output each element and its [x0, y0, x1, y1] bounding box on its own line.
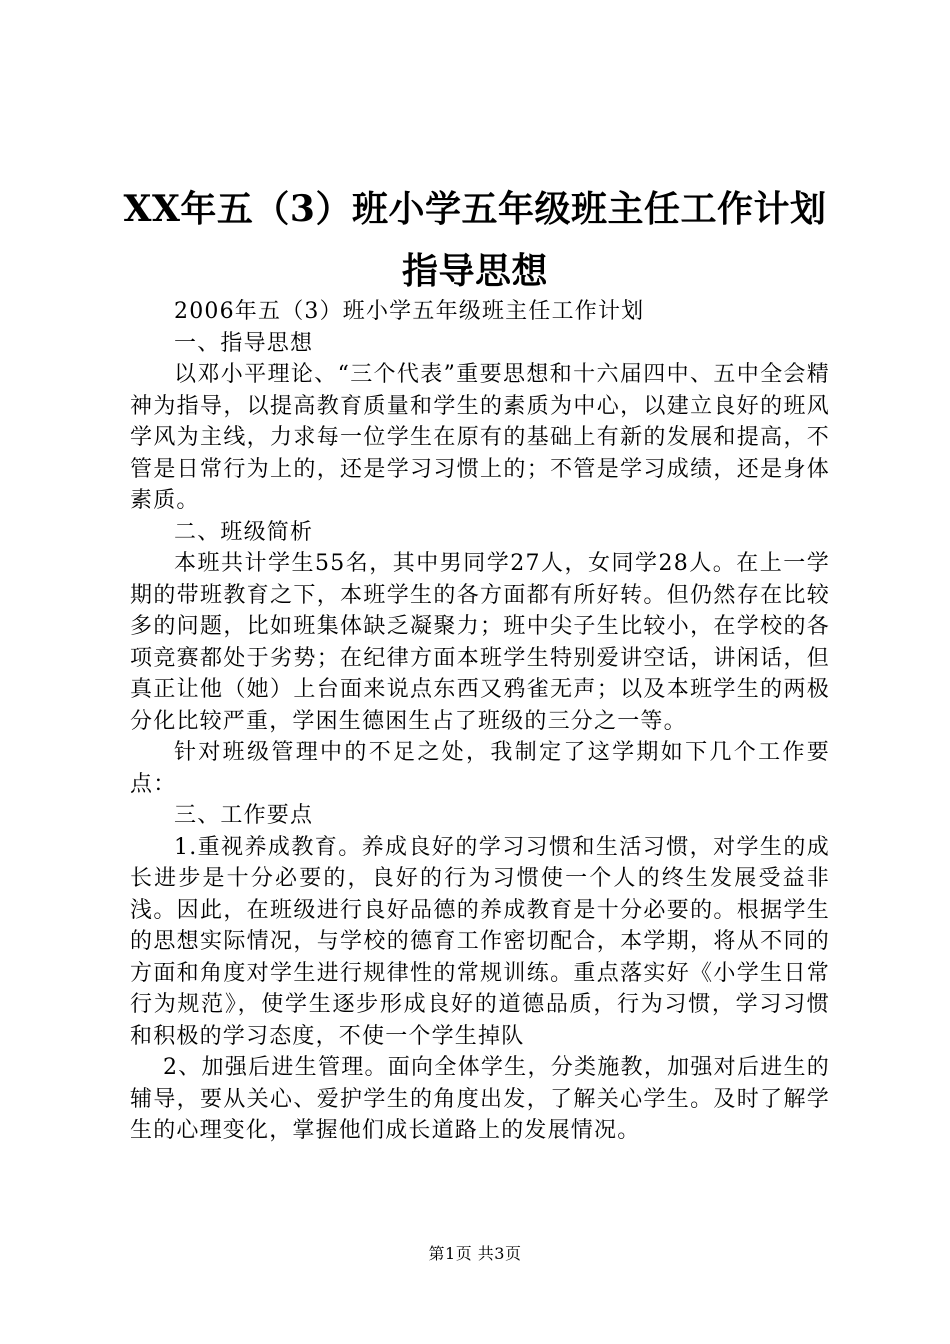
section-heading-guiding-ideology: 一、指导思想 [174, 330, 314, 356]
document-title: XX年五（3）班小学五年级班主任工作计划指导思想 [123, 188, 827, 292]
paragraph-struggling-students: 2、加强后进生管理。面向全体学生，分类施教，加强对后进生的辅导，要从关心、爱护学生的角度出发，了解关心学生。及时了解学生的心理变化，掌握他们成长道路上的发展情况。 [130, 1055, 830, 1143]
document-body [130, 296, 830, 1147]
section-heading-class-analysis: 二、班级简析 [174, 519, 314, 545]
plan-subtitle: 2006年五（3）班小学五年级班主任工作计划 [174, 299, 645, 324]
section-heading-work-points: 三、工作要点 [174, 803, 314, 828]
paragraph-habit-education: 1.重视养成教育。养成良好的学习习惯和生活习惯，对学生的成长进步是十分必要的，良好的行为习惯使一个人的终生发展受益非浅。因此，在班级进行良好品德的养成教育是十分必要的。根据学生的思想实际情况，与学校的德育工作密切配合，本学期，将从不同的方面和角度对学生进行规律性的常规训练。重点落实好《小学生日常行为规范》，使学生逐步形成良好的道德品质，行为习惯，学习习惯和积极的学习态度，不使一个学生掉队 [130, 834, 830, 1049]
paragraph-class-analysis: 本班共计学生55名，其中男同学27人，女同学28人。在上一学期的带班教育之下，本班学生的各方面都有所好转。但仍然存在比较多的问题，比如班集体缺乏凝聚力；班中尖子生比较小，在学校的各项竞赛都处于劣势；在纪律方面本班学生特别爱讲空话，讲闲话，但真正让他（她）上台面来说点东西又鸦雀无声；以及本班学生的两极分化比较严重，学困生德困生占了班级的三分之一等。 [130, 551, 830, 734]
paragraph-work-intro: 针对班级管理中的不足之处，我制定了这学期如下几个工作要点： [130, 740, 830, 797]
paragraph-guiding-ideology: 以邓小平理论、“三个代表”重要思想和十六届四中、五中全会精神为指导，以提高教育质量和学生的素质为中心，以建立良好的班风学风为主线，力求每一位学生在原有的基础上有新的发展和提高，不管是日常行为上的，还是学习习惯上的；不管是学习成绩，还是身体素质。 [130, 362, 830, 513]
page-number: 第1页 共3页 [428, 1244, 522, 1263]
